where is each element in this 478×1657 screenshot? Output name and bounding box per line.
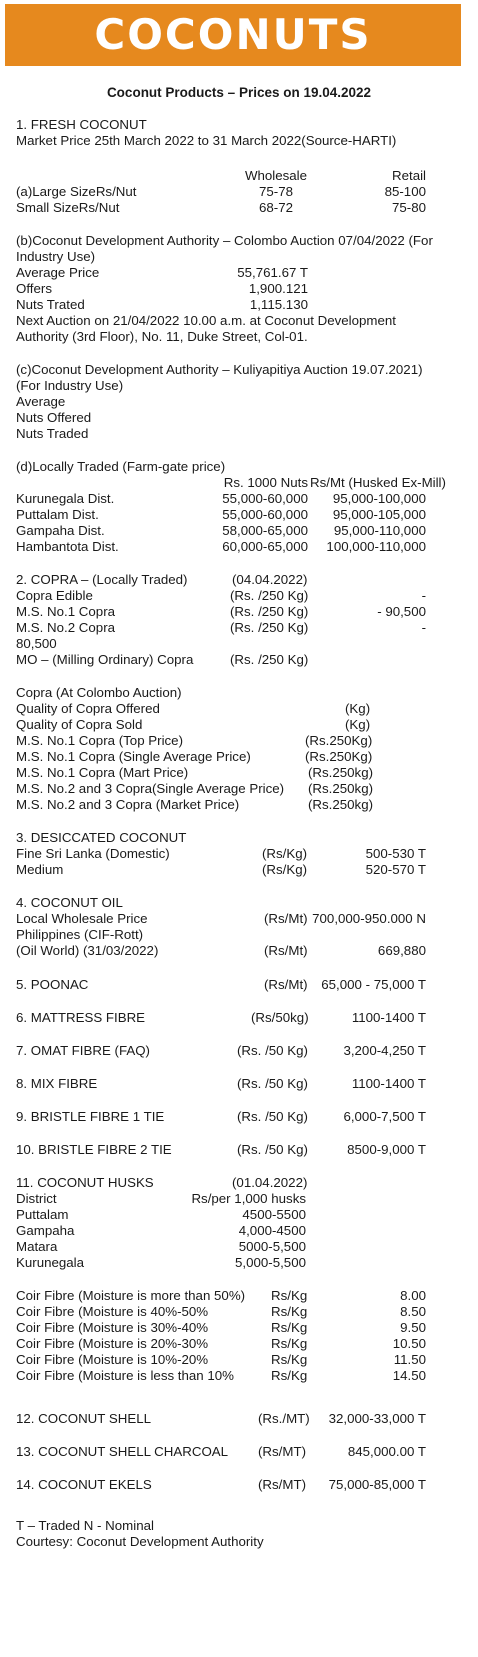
row-label: Medium <box>16 862 64 877</box>
row-value: 1,900.121 <box>248 281 308 296</box>
row-unit: (Rs/Mt) <box>264 977 308 992</box>
row-value: 55,000-60,000 <box>222 491 308 506</box>
row-unit: Rs/Kg <box>271 1304 308 1319</box>
row-unit: Rs/Kg <box>271 1336 308 1351</box>
footer-legend: T – Traded N - Nominal <box>16 1518 154 1533</box>
row-unit: (Rs/Kg) <box>262 846 308 861</box>
row-unit: Rs/Kg <box>271 1368 308 1383</box>
list-item: Nuts Offered <box>16 410 92 425</box>
row-unit: (Rs.250Kg) <box>305 733 373 748</box>
row-label: Matara <box>16 1239 58 1254</box>
row-value: 95,000-105,000 <box>332 507 426 522</box>
row-value: 60,000-65,000 <box>222 539 308 554</box>
row-label: (Oil World) (31/03/2022) <box>16 943 159 958</box>
row-unit: (Rs. /250 Kg) <box>230 588 309 603</box>
section-1b-line2: Industry Use) <box>16 249 96 264</box>
row-value: 95,000-110,000 <box>333 523 426 538</box>
column-header-wholesale: Wholesale <box>244 168 308 183</box>
column-header-unit: Rs/per 1,000 husks <box>191 1191 306 1206</box>
row-value: 32,000-33,000 T <box>328 1411 426 1426</box>
row-value: 10.50 <box>392 1336 426 1351</box>
row-unit: (Rs. /50 Kg) <box>237 1043 308 1058</box>
row-label: Local Wholesale Price <box>16 911 148 926</box>
row-value: 8.00 <box>400 1288 426 1303</box>
row-label: M.S. No.2 Copra <box>16 620 116 635</box>
row-label: Coir Fibre (Moisture is more than 50%) <box>16 1288 246 1303</box>
row-value: 14.50 <box>392 1368 426 1383</box>
row-value: 100,000-110,000 <box>326 539 426 554</box>
row-value: 700,000-950.000 N <box>312 911 426 926</box>
section-3-title: 3. DESICCATED COCONUT <box>16 830 187 845</box>
row-label: Nuts Trated <box>16 297 85 312</box>
row-label: Kurunegala <box>16 1255 85 1270</box>
row-label: Small SizeRs/Nut <box>16 200 120 215</box>
section-label: 13. COCONUT SHELL CHARCOAL <box>16 1444 229 1459</box>
row-value: 5000-5,500 <box>238 1239 306 1254</box>
row-label: Hambantota Dist. <box>16 539 119 554</box>
section-2-title: 2. COPRA – (Locally Traded) <box>16 572 188 587</box>
row-unit: (Rs/Mt) <box>264 943 308 958</box>
row-label: M.S. No.1 Copra <box>16 604 116 619</box>
section-label: 6. MATTRESS FIBRE <box>16 1010 146 1025</box>
section-1-subtitle: Market Price 25th March 2022 to 31 March 2022(Source-HARTI) <box>16 133 397 148</box>
row-unit: Rs/Kg <box>271 1320 308 1335</box>
row-label: Kurunegala Dist. <box>16 491 115 506</box>
row-value: - <box>421 620 426 635</box>
row-unit: (Rs. /50 Kg) <box>237 1142 308 1157</box>
next-auction-line1: Next Auction on 21/04/2022 10.00 a.m. at Coconut Development <box>16 313 396 328</box>
row-value: 8.50 <box>400 1304 426 1319</box>
row-label: Philippines (CIF-Rott) <box>16 927 144 942</box>
row-unit: (Rs./MT) <box>258 1411 310 1426</box>
row-value-overflow: 80,500 <box>16 636 57 651</box>
row-label: M.S. No.1 Copra (Single Average Price) <box>16 749 251 764</box>
row-label: Gampaha Dist. <box>16 523 105 538</box>
row-unit: (Kg) <box>345 701 371 716</box>
section-1b-line1: (b)Coconut Development Authority – Colombo Auction 07/04/2022 (For <box>16 233 433 248</box>
row-unit: (Rs. /50 Kg) <box>237 1109 308 1124</box>
section-label: 12. COCONUT SHELL <box>16 1411 151 1426</box>
row-value: 8500-9,000 T <box>347 1142 426 1157</box>
row-value: 1100-1400 T <box>351 1076 426 1091</box>
row-unit: (Rs.250kg) <box>308 781 374 796</box>
row-value: 4500-5500 <box>242 1207 306 1222</box>
next-auction-line2: Authority (3rd Floor), No. 11, Duke Street, Col-01. <box>16 329 308 344</box>
list-item: Average <box>16 394 66 409</box>
row-value: 3,200-4,250 T <box>343 1043 426 1058</box>
column-header-nuts: Rs. 1000 Nuts <box>223 475 308 490</box>
column-header-husked: Rs/Mt (Husked Ex-Mill) <box>310 475 446 490</box>
section-1-title: 1. FRESH COCONUT <box>16 117 147 132</box>
row-unit: (Rs.250Kg) <box>305 749 373 764</box>
row-unit: (Rs. /250 Kg) <box>230 652 309 667</box>
row-label: Puttalam Dist. <box>16 507 99 522</box>
row-value: 500-530 T <box>365 846 426 861</box>
section-11-date: (01.04.2022) <box>232 1175 308 1190</box>
row-value: 669,880 <box>377 943 426 958</box>
section-11-title: 11. COCONUT HUSKS <box>16 1175 154 1190</box>
row-label: Gampaha <box>16 1223 75 1238</box>
row-value: 95,000-100,000 <box>332 491 426 506</box>
row-label: Average Price <box>16 265 100 280</box>
row-retail: 85-100 <box>384 184 426 199</box>
row-value: 4,000-4500 <box>238 1223 306 1238</box>
row-label: Coir Fibre (Moisture is 10%-20% <box>16 1352 209 1367</box>
section-4-title: 4. COCONUT OIL <box>16 895 123 910</box>
section-label: 9. BRISTLE FIBRE 1 TIE <box>16 1109 165 1124</box>
section-label: 7. OMAT FIBRE (FAQ) <box>16 1043 150 1058</box>
page-heading: Coconut Products – Prices on 19.04.2022 <box>106 85 372 100</box>
row-unit: (Rs/MT) <box>258 1444 306 1459</box>
row-unit: (Rs/50kg) <box>251 1010 309 1025</box>
row-unit: (Rs/Kg) <box>262 862 308 877</box>
row-label: M.S. No.2 and 3 Copra(Single Average Price) <box>16 781 285 796</box>
section-2-date: (04.04.2022) <box>232 572 308 587</box>
row-label: M.S. No.1 Copra (Top Price) <box>16 733 184 748</box>
list-item: Nuts Traded <box>16 426 89 441</box>
title-banner <box>5 4 461 66</box>
row-label: Coir Fibre (Moisture is 40%-50% <box>16 1304 209 1319</box>
row-label: Coir Fibre (Moisture is 20%-30% <box>16 1336 209 1351</box>
copra-auction-title: Copra (At Colombo Auction) <box>16 685 182 700</box>
row-label: Quality of Copra Sold <box>16 717 143 732</box>
row-label: M.S. No.1 Copra (Mart Price) <box>16 765 189 780</box>
row-value: 6,000-7,500 T <box>343 1109 426 1124</box>
section-label: 10. BRISTLE FIBRE 2 TIE <box>16 1142 172 1157</box>
row-value: 65,000 - 75,000 T <box>321 977 426 992</box>
row-label: Fine Sri Lanka (Domestic) <box>16 846 170 861</box>
row-unit: (Rs. /250 Kg) <box>230 620 309 635</box>
row-unit: (Rs/Mt) <box>264 911 308 926</box>
row-value: 55,761.67 T <box>237 265 308 280</box>
row-label: M.S. No.2 and 3 Copra (Market Price) <box>16 797 240 812</box>
section-label: 14. COCONUT EKELS <box>16 1477 152 1492</box>
row-unit: Rs/Kg <box>271 1288 308 1303</box>
section-label: 8. MIX FIBRE <box>16 1076 98 1091</box>
row-label: Offers <box>16 281 52 296</box>
section-1d-title: (d)Locally Traded (Farm-gate price) <box>16 459 226 474</box>
row-wholesale: 75-78 <box>258 184 293 199</box>
row-label: Coir Fibre (Moisture is 30%-40% <box>16 1320 209 1335</box>
row-label: Copra Edible <box>16 588 93 603</box>
footer-courtesy: Courtesy: Coconut Development Authority <box>16 1534 264 1549</box>
row-label: Puttalam <box>16 1207 69 1222</box>
row-label: Quality of Copra Offered <box>16 701 160 716</box>
row-value: 55,000-60,000 <box>222 507 308 522</box>
row-unit: Rs/Kg <box>271 1352 308 1367</box>
section-1c-line2: (For Industry Use) <box>16 378 124 393</box>
row-unit: (Rs.250kg) <box>308 765 374 780</box>
column-header-district: District <box>16 1191 57 1206</box>
section-label: 5. POONAC <box>16 977 89 992</box>
row-value: - 90,500 <box>377 604 426 619</box>
row-unit: (Rs. /50 Kg) <box>237 1076 308 1091</box>
row-value: 5,000-5,500 <box>235 1255 306 1270</box>
row-value: 9.50 <box>400 1320 426 1335</box>
row-label: Coir Fibre (Moisture is less than 10% <box>16 1368 234 1383</box>
row-retail: 75-80 <box>391 200 426 215</box>
banner-title: COCONUTS <box>94 10 372 59</box>
row-value: 1,115.130 <box>249 297 308 312</box>
row-value: 1100-1400 T <box>351 1010 426 1025</box>
section-1c-line1: (c)Coconut Development Authority – Kuliyapitiya Auction 19.07.2021) <box>16 362 423 377</box>
row-label: MO – (Milling Ordinary) Copra <box>16 652 194 667</box>
row-unit: (Kg) <box>345 717 371 732</box>
row-unit: (Rs.250kg) <box>308 797 374 812</box>
row-value: 845,000.00 T <box>347 1444 426 1459</box>
column-header-retail: Retail <box>392 168 426 183</box>
row-value: 75,000-85,000 T <box>328 1477 426 1492</box>
row-value: 520-570 T <box>365 862 426 877</box>
row-unit: (Rs/MT) <box>258 1477 306 1492</box>
row-value: - <box>421 588 426 603</box>
row-unit: (Rs. /250 Kg) <box>230 604 309 619</box>
row-wholesale: 68-72 <box>258 200 293 215</box>
row-value: 58,000-65,000 <box>222 523 308 538</box>
row-label: (a)Large SizeRs/Nut <box>16 184 137 199</box>
row-value: 11.50 <box>393 1352 426 1367</box>
